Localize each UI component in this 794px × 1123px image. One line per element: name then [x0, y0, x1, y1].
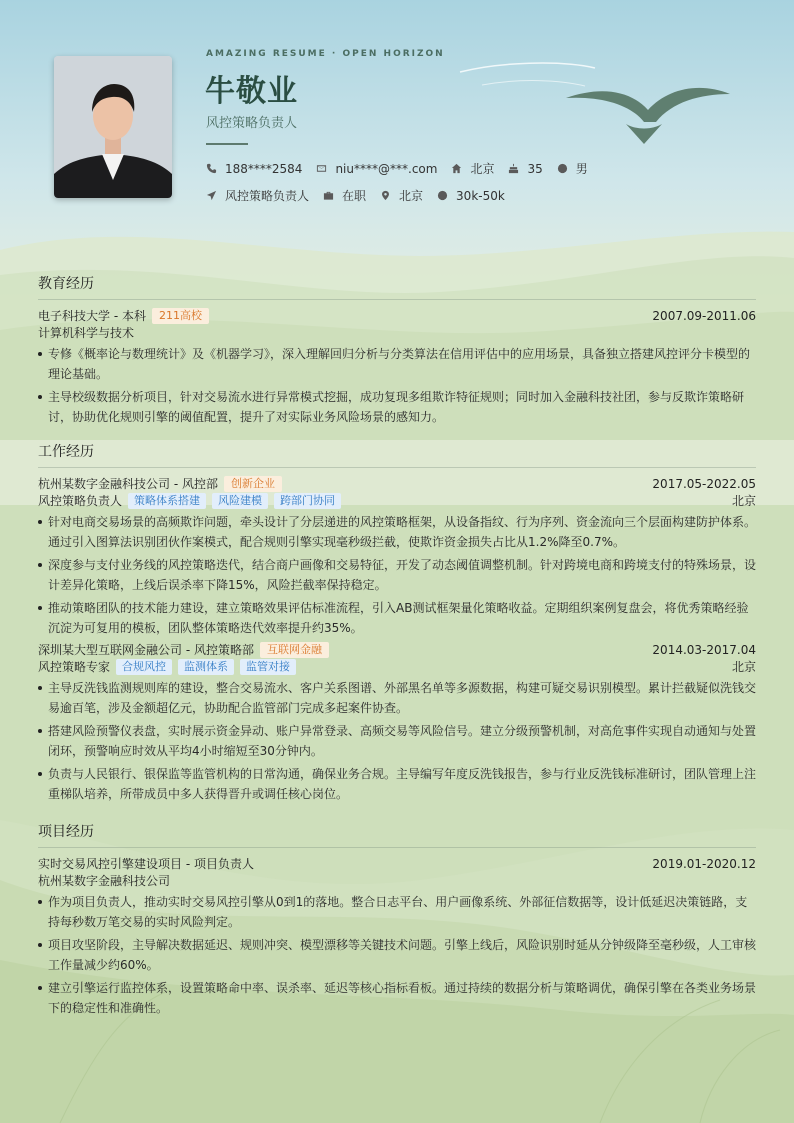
intent-position-item	[206, 187, 309, 204]
list-item: 推动策略团队的技术能力建设，建立策略效果评估标准流程，引入AB测试框架量化策略收益。定期组织案例复盘会，将优秀策略经验沉淀为可复用的模板，团队整体策略迭代效率提升约35%。	[38, 598, 756, 638]
hometown-item	[451, 160, 494, 177]
project-name: 实时交易风控引擎建设项目 - 项目负责人	[38, 857, 254, 871]
avatar-icon	[54, 56, 172, 198]
skill-tag: 监测体系	[178, 659, 234, 675]
company-name: 杭州某数字金融科技公司 - 风控部	[38, 477, 218, 491]
education-bullets	[38, 344, 756, 427]
job-role-row	[38, 492, 756, 509]
profile-photo	[54, 56, 172, 198]
list-item: 深度参与支付业务线的风控策略迭代，结合商户画像和交易特征，开发了动态阈值调整机制。针对跨境电商和跨境支付的特殊场景，设计差异化策略，上线后误杀率下降15%，风险拦截率保持稳定。	[38, 555, 756, 595]
email-text: niu****@***.com	[335, 161, 438, 176]
gender-text: 男	[575, 162, 588, 176]
education-section-title: 教育经历	[38, 273, 756, 300]
skill-tag: 合规风控	[116, 659, 172, 675]
list-item: 建立引擎运行监控体系，设置策略命中率、误杀率、延迟等核心指标看板。通过持续的数据分析与策略调优，确保引擎在各类业务场景下的稳定性和准确性。	[38, 978, 756, 1018]
candidate-title: 风控策略负责人	[206, 116, 298, 131]
salary-icon	[437, 190, 448, 201]
salary-text: 30k-50k	[456, 188, 505, 203]
resume-tagline: AMAZING RESUME · OPEN HORIZON	[206, 49, 445, 59]
school-badge: 211高校	[152, 308, 209, 324]
skill-tag: 策略体系搭建	[128, 493, 206, 509]
mail-icon	[316, 163, 327, 174]
phone-text: 188****2584	[225, 161, 303, 176]
job-role: 风控策略负责人	[38, 494, 123, 508]
phone-item	[206, 162, 302, 176]
salary-item	[437, 189, 505, 203]
phone-icon	[206, 163, 217, 174]
job-city: 北京	[731, 660, 756, 674]
job-entry-header	[38, 475, 756, 492]
list-item: 负责与人民银行、银保监等监管机构的日常沟通，确保业务合规。主导编写年度反洗钱报告，参与行业反洗钱标准研讨，团队管理上注重梯队培养，所带成员中多人获得晋升或调任核心岗位。	[38, 764, 756, 804]
contact-info-row	[206, 160, 602, 177]
skill-tag: 风险建模	[212, 493, 268, 509]
work-section-title: 工作经历	[38, 441, 756, 468]
list-item: 针对电商交易场景的高频欺诈问题，牵头设计了分层递进的风控策略框架，从设备指纹、行为序列、资金流向三个层面构建防护体系。通过引入图算法识别团伙作案模式，配合规则引擎实现毫秒级拦截，使欺诈资金损失占比从1.2%降至0.7%。	[38, 512, 756, 552]
status-text: 在职	[342, 189, 367, 203]
job-date: 2017.05-2022.05	[652, 476, 756, 491]
title-divider	[206, 143, 248, 145]
school-name: 电子科技大学 - 本科	[38, 309, 146, 323]
education-date: 2007.09-2011.06	[652, 308, 756, 323]
job-intent-row	[206, 187, 519, 204]
job-date: 2014.03-2017.04	[652, 642, 756, 657]
intent-city-text: 北京	[399, 189, 424, 203]
list-item: 专修《概率论与数理统计》及《机器学习》，深入理解回归分析与分类算法在信用评估中的应用场景，具备独立搭建风控评分卡模型的理论基础。	[38, 344, 756, 384]
major-name: 计算机科学与技术	[38, 326, 135, 340]
job-bullets	[38, 512, 756, 638]
candidate-name: 牛敬业	[205, 74, 298, 109]
education-section	[38, 273, 756, 427]
gender-item	[557, 160, 588, 177]
status-item	[323, 187, 366, 204]
project-company-row	[38, 872, 756, 889]
list-item: 主导反洗钱监测规则库的建设，整合交易流水、客户关系图谱、外部黑名单等多源数据，构建可疑交易识别模型。累计拦截疑似洗钱交易逾百笔，涉及金额超亿元，协助配合监管部门完成多起案件协查。	[38, 678, 756, 718]
hometown-text: 北京	[470, 162, 495, 176]
project-section	[38, 821, 756, 1018]
job-entry-header	[38, 641, 756, 658]
location-pin-icon	[380, 190, 391, 201]
education-major-row	[38, 324, 756, 341]
email-item	[316, 162, 437, 176]
company-badge: 互联网金融	[260, 642, 329, 658]
list-item: 主导校级数据分析项目，针对交易流水进行异常模式挖掘，成功复现多组欺诈特征规则；同时加入金融科技社团，参与反欺诈策略研讨，协助优化规则引擎的阈值配置，提升了对实际业务风险场景的感知力。	[38, 387, 756, 427]
work-section	[38, 441, 756, 804]
intent-position-text: 风控策略负责人	[225, 189, 310, 203]
project-entry-header	[38, 855, 756, 872]
job-role-row	[38, 658, 756, 675]
education-entry-header	[38, 307, 756, 324]
gender-icon	[557, 163, 568, 174]
company-badge: 创新企业	[224, 476, 282, 492]
bird-icon	[560, 80, 736, 150]
send-icon	[206, 190, 217, 201]
list-item: 搭建风险预警仪表盘，实时展示资金异动、账户异常登录、高频交易等风险信号。建立分级预警机制，对高危事件实现自动通知与处置闭环，预警响应时效从平均4小时缩短至30分钟内。	[38, 721, 756, 761]
cake-icon	[508, 163, 519, 174]
list-item: 项目攻坚阶段，主导解决数据延迟、规则冲突、模型漂移等关键技术问题。引擎上线后，风险识别时延从分钟级降至毫秒级，人工审核工作量减少约60%。	[38, 935, 756, 975]
intent-city-item	[380, 187, 423, 204]
company-name: 深圳某大型互联网金融公司 - 风控策略部	[38, 643, 254, 657]
home-icon	[451, 163, 462, 174]
job-city: 北京	[731, 494, 756, 508]
age-item	[508, 162, 542, 176]
job-role: 风控策略专家	[38, 660, 111, 674]
project-section-title: 项目经历	[38, 821, 756, 848]
age-text: 35	[527, 161, 543, 176]
job-bullets	[38, 678, 756, 804]
skill-tag: 监管对接	[240, 659, 296, 675]
project-bullets	[38, 892, 756, 1018]
skill-tag: 跨部门协同	[274, 493, 341, 509]
project-company: 杭州某数字金融科技公司	[38, 874, 171, 888]
briefcase-icon	[323, 190, 334, 201]
project-date: 2019.01-2020.12	[652, 856, 756, 871]
list-item: 作为项目负责人，推动实时交易风控引擎从0到1的落地。整合日志平台、用户画像系统、外部征信数据等，设计低延迟决策链路，支持每秒数万笔交易的实时风险判定。	[38, 892, 756, 932]
